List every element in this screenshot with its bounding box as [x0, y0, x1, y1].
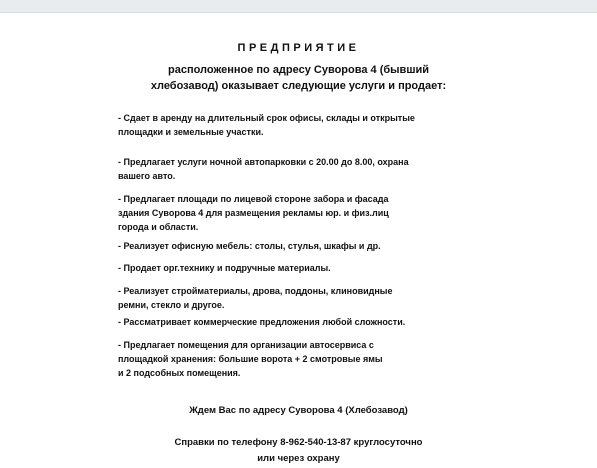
list-item-line: вашего авто.	[118, 171, 176, 181]
footer-phone: Справки по телефону 8-962-540-13-87 круглосуточно	[174, 437, 423, 448]
list-item-line: площадки и земельные участки.	[118, 127, 264, 137]
list-item-line: - Сдает в аренду на длительный срок офисы, склады и открытые	[118, 113, 415, 123]
list-item-line: - Предлагает площади по лицевой стороне забора и фасада	[118, 194, 389, 204]
list-item-advertising	[118, 192, 438, 234]
list-item-line: - Предлагает услуги ночной автопарковки с 20.00 до 8.00, охрана	[118, 157, 409, 167]
list-item-line: ремни, стекло и другое.	[118, 300, 225, 310]
list-item-line: - Предлагает помещения для организации автосервиса с	[118, 340, 374, 350]
list-item-line: - Реализует стройматериалы, дрова, поддоны, клиновидные	[118, 286, 393, 296]
list-item-line: - Реализует офисную мебель: столы, стулья, шкафы и др.	[118, 241, 381, 251]
list-item-commercial-offers	[118, 315, 438, 329]
list-item-building-materials	[118, 284, 438, 312]
intro-line-2: хлебозавод) оказывает следующие услуги и продает:	[150, 80, 447, 92]
list-item-line: - Продает орг.технику и подручные материалы.	[118, 263, 331, 273]
footer-or-guard: или через охрану	[257, 453, 340, 464]
footer-address: Ждем Вас по адресу Суворова 4 (Хлебозавод)	[189, 405, 408, 416]
list-item-line: здания Суворова 4 для размещения рекламы юр. и физ.лиц	[118, 208, 389, 218]
list-item-line: города и области.	[118, 222, 199, 232]
document-page	[0, 12, 597, 468]
list-item-rent	[118, 111, 438, 139]
document-title: ПРЕДПРИЯТИЕ	[237, 42, 360, 54]
list-item-line: площадкой хранения: большие ворота + 2 смотровые ямы	[118, 354, 383, 364]
list-item-line: и 2 подсобных помещения.	[118, 368, 241, 378]
list-item-furniture	[118, 239, 438, 253]
list-item-parking	[118, 155, 438, 183]
list-item-car-service	[118, 338, 438, 380]
list-item-line: - Рассматривает коммерческие предложения любой сложности.	[118, 317, 406, 327]
list-item-office-equipment	[118, 261, 438, 275]
intro-line-1: расположенное по адресу Суворова 4 (бывший	[167, 64, 430, 76]
